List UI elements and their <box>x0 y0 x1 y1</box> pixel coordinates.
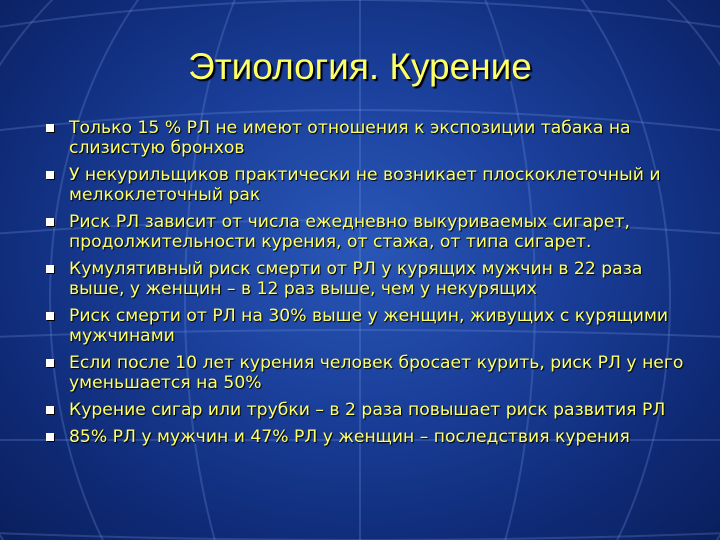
square-bullet-icon <box>46 218 54 226</box>
bullet-text: Если после 10 лет курения человек бросает курить, риск РЛ у него уменьшается на 50% <box>69 353 684 393</box>
square-bullet-icon <box>46 171 54 179</box>
bullet-text: Только 15 % РЛ не имеют отношения к экспозиции табака на слизистую бронхов <box>69 118 631 158</box>
bullet-text: Курение сигар или трубки – в 2 раза повышает риск развития РЛ <box>69 400 666 420</box>
square-bullet-icon <box>46 433 54 441</box>
bullet-text: Риск РЛ зависит от числа ежедневно выкуриваемых сигарет, продолжительности курения, от стажа, от типа сигарет. <box>69 212 630 252</box>
slide-title: Этиология. Курение <box>188 46 532 87</box>
bullet-item <box>44 427 694 447</box>
bullet-text: Риск смерти от РЛ на 30% выше у женщин, живущих с курящими мужчинами <box>69 306 669 346</box>
square-bullet-icon <box>46 312 54 320</box>
bullet-item <box>44 118 694 158</box>
square-bullet-icon <box>46 265 54 273</box>
square-bullet-icon <box>46 124 54 132</box>
bullet-item <box>44 353 694 393</box>
square-bullet-icon <box>46 359 54 367</box>
square-bullet-icon <box>46 406 54 414</box>
bullet-item <box>44 306 694 346</box>
bullet-item <box>44 165 694 205</box>
bullet-text: 85% РЛ у мужчин и 47% РЛ у женщин – последствия курения <box>69 427 630 447</box>
bullet-list <box>44 118 694 454</box>
bullet-text: Кумулятивный риск смерти от РЛ у курящих мужчин в 22 раза выше, у женщин – в 12 раз выше, чем у некурящих <box>69 259 643 299</box>
bullet-item <box>44 400 694 420</box>
bullet-item <box>44 212 694 252</box>
bullet-item <box>44 259 694 299</box>
bullet-text: У некурильщиков практически не возникает плоскоклеточный и мелкоклеточный рак <box>69 165 661 205</box>
